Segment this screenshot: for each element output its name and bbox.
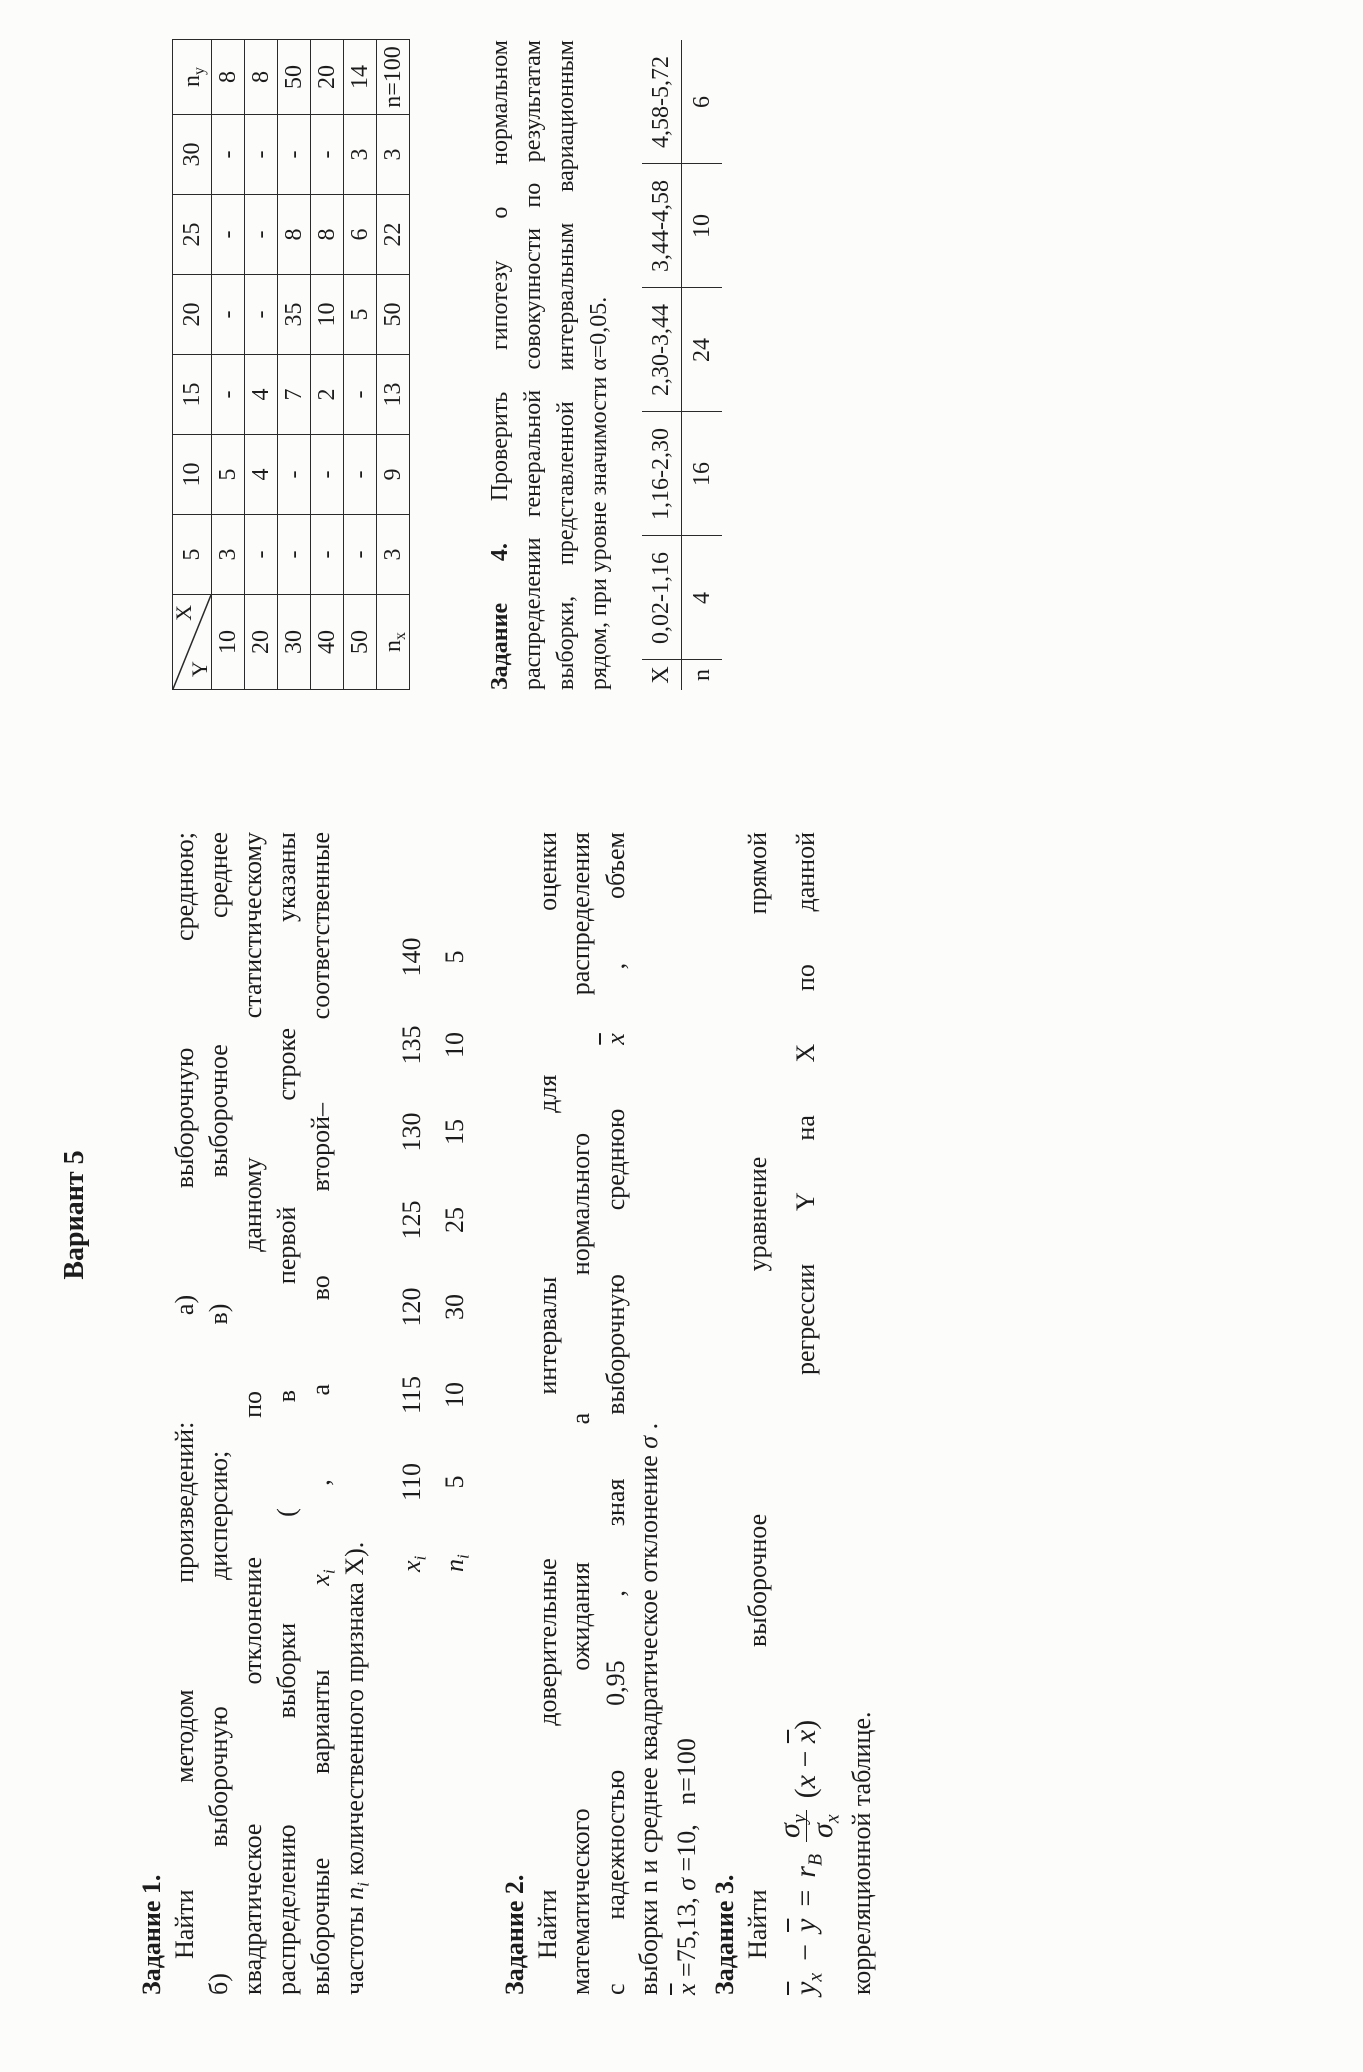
n-symbol: n <box>380 639 406 652</box>
subscript-i: i <box>319 1569 338 1575</box>
task2-line2: математического ожидания а нормального распределения <box>566 832 595 1995</box>
table-row <box>344 40 377 690</box>
table-cell: - <box>212 115 245 195</box>
minus-sign: − <box>789 1750 822 1768</box>
variant-symbol-x: x <box>306 1574 335 1586</box>
table-cell: - <box>245 115 278 195</box>
total-cell: 50 <box>377 275 410 355</box>
task3-formula-line <box>770 832 842 1995</box>
correlation-coefficient <box>789 1853 827 1878</box>
table-cell: 5 <box>212 435 245 515</box>
table-cell: - <box>344 435 377 515</box>
total-cell: 3 <box>377 515 410 595</box>
table-cell: - <box>278 515 311 595</box>
ni-value: 15 <box>440 1119 469 1145</box>
table-cell: - <box>212 275 245 355</box>
row-label: 50 <box>344 595 377 690</box>
sigma-ratio-fraction <box>772 1810 843 1842</box>
task4-line4: рядом, при уровне значимости α=0,05. <box>586 296 612 690</box>
count-cell: 24 <box>689 338 715 362</box>
interval-cell: 1,16-2,30 <box>648 428 674 520</box>
row-label-nx <box>377 595 410 690</box>
correlation-table <box>172 39 410 690</box>
given-n: n=100 <box>672 1738 701 1805</box>
interval-cell: 4,58-5,72 <box>648 56 674 148</box>
equals-sign: = <box>789 1889 822 1907</box>
xi-subscript: i <box>410 1555 430 1561</box>
row-label: 40 <box>311 595 344 690</box>
ni-value: 5 <box>440 950 469 964</box>
ni-subscript: i <box>453 1554 473 1559</box>
subscript-x: x <box>804 1972 827 1982</box>
count-cell: 16 <box>689 462 715 486</box>
close-paren: ) <box>789 1719 822 1730</box>
total-cell: 22 <box>377 195 410 275</box>
ni-value: 5 <box>440 1475 469 1489</box>
header-cell: 15 <box>173 355 212 435</box>
y-bar-symbol: $\overline{y}$ <box>789 1918 822 1932</box>
table-cell: 8 <box>278 195 311 275</box>
sample-mean-symbol: $\overline{x}$ <box>672 1983 701 1995</box>
table-cell: 2 <box>311 355 344 435</box>
subscript-y: y <box>191 67 209 75</box>
table-row <box>245 40 278 690</box>
interval-cell: 0,02-1,16 <box>648 552 674 644</box>
x-symbol: x <box>789 1775 822 1789</box>
ni-value: 30 <box>440 1294 469 1320</box>
table-cell: 7 <box>278 355 311 435</box>
sigma-symbol: σ <box>772 1823 806 1838</box>
fraction-denominator <box>805 1814 843 1838</box>
task4-line2: распределении генеральной совокупности по результатам <box>520 40 546 690</box>
interval-column-divider <box>642 163 722 164</box>
xi-value: 115 <box>397 1375 426 1415</box>
table-cell: - <box>344 515 377 595</box>
task1-line6 <box>338 1542 372 1995</box>
xi-value: 110 <box>397 1462 426 1502</box>
task1-line5-text: выборочные варианты <box>306 1669 335 1995</box>
row-label: 20 <box>245 595 278 690</box>
interval-column-divider <box>642 659 722 660</box>
table-cell: 8 <box>212 40 245 115</box>
table-header-row <box>173 40 212 690</box>
subscript-i: i <box>353 1882 373 1887</box>
task1-line2: б) выборочную дисперсию; в) выборочное среднее <box>204 832 233 1995</box>
count-row-label: n <box>689 669 715 681</box>
x-axis-label: X <box>171 605 196 621</box>
table-cell: - <box>311 435 344 515</box>
task1-line1: Найти методом произведений: а) выборочную среднюю; <box>170 832 199 1959</box>
y-symbol: $\overline{y}$ <box>789 1981 822 1995</box>
task1-line3: квадратическое отклонение по данному статистическому <box>238 832 267 1995</box>
given-mean: =75,13, <box>672 1897 701 1977</box>
ni-symbol: n <box>440 1559 469 1572</box>
minus-sign: − <box>789 1943 822 1961</box>
xi-symbol: x <box>397 1560 426 1572</box>
task2-line4-end: . <box>634 1422 663 1430</box>
table-cell: 35 <box>278 275 311 355</box>
row-label: 30 <box>278 595 311 690</box>
table-cell: 5 <box>344 275 377 355</box>
sigma-symbol: σ <box>634 1435 663 1449</box>
table-cell: 20 <box>311 40 344 115</box>
table-cell: - <box>245 515 278 595</box>
task1-line4: распределению выборки ( в первой строке указаны <box>272 832 301 1995</box>
table-cell: - <box>212 355 245 435</box>
table-cell: 10 <box>311 275 344 355</box>
ni-row-label <box>438 1554 472 1572</box>
header-cell: 10 <box>173 435 212 515</box>
header-cell: 20 <box>173 275 212 355</box>
interval-column-divider <box>642 411 722 412</box>
subscript-y: y <box>787 1814 810 1824</box>
table-cell: - <box>245 275 278 355</box>
diagonal-header-cell <box>173 595 212 690</box>
totals-row <box>377 40 410 690</box>
interval-cell: 2,30-3,44 <box>648 304 674 396</box>
task1-line6-text: частоты <box>340 1906 369 1995</box>
count-cell: 6 <box>689 96 715 108</box>
task1-line5-rest: , а во второй– соответственные <box>306 832 335 1486</box>
table-cell: - <box>311 515 344 595</box>
task2-line4 <box>632 1423 666 1995</box>
header-cell: 5 <box>173 515 212 595</box>
task2-line3 <box>599 832 633 1995</box>
table-cell: 14 <box>344 40 377 115</box>
task4-line1 <box>483 40 517 690</box>
table-cell: 3 <box>212 515 245 595</box>
fraction-numerator <box>772 1810 810 1842</box>
open-paren: ( <box>789 1788 822 1799</box>
y-x-bar <box>789 1972 827 1995</box>
task2-line3-rest: , объем <box>601 832 630 970</box>
header-cell: 25 <box>173 195 212 275</box>
interval-row-label: X <box>648 666 674 684</box>
parenthesized-difference <box>789 1720 823 1799</box>
table-cell: - <box>278 435 311 515</box>
task1-heading: Задание 1. <box>137 1874 166 1995</box>
table-row <box>212 40 245 690</box>
task4-line3: выборки, представленной интервальным вариационным <box>553 40 579 690</box>
interval-column-divider <box>642 287 722 288</box>
total-cell: 9 <box>377 435 410 515</box>
task2-heading: Задание 2. <box>500 1874 529 1995</box>
regression-formula <box>772 1395 843 1995</box>
n-symbol: n <box>179 74 205 87</box>
subscript-B: B <box>804 1853 827 1867</box>
interval-column-divider <box>642 535 722 536</box>
table-row <box>311 40 344 690</box>
task3-heading: Задание 3. <box>710 1874 739 1995</box>
r-symbol: r <box>789 1866 822 1878</box>
table-cell: 8 <box>311 195 344 275</box>
xi-value: 130 <box>397 1112 426 1152</box>
task2-line3-text: с надежностью 0,95 , зная выборочную среднюю <box>601 1108 630 1995</box>
table-cell: 4 <box>245 355 278 435</box>
task3-line3: корреляционной таблице. <box>847 1711 876 1995</box>
task4-line1-text: Проверить гипотезу о нормальном <box>487 40 513 502</box>
table-cell: 4 <box>245 435 278 515</box>
task1-line5 <box>304 832 338 1995</box>
ni-value: 10 <box>440 1382 469 1408</box>
table-cell: 50 <box>278 40 311 115</box>
xi-value: 125 <box>397 1200 426 1240</box>
table-cell: 6 <box>344 195 377 275</box>
table-row <box>278 40 311 690</box>
ni-value: 10 <box>440 1032 469 1058</box>
sigma-symbol: σ <box>805 1823 839 1838</box>
x-bar-symbol: $\overline{x}$ <box>789 1729 822 1744</box>
table-cell: - <box>245 195 278 275</box>
table-cell: - <box>344 355 377 435</box>
sigma-symbol: σ <box>672 1877 701 1891</box>
task3-line2: регрессии Y на X по данной <box>791 832 820 1375</box>
task1-line6-rest: количественного признака X). <box>340 1541 369 1876</box>
y-axis-label: Y <box>187 661 212 677</box>
count-cell: 10 <box>689 214 715 238</box>
task3-line1: Найти выборочное уравнение прямой <box>743 832 772 1959</box>
total-cell: 3 <box>377 115 410 195</box>
xi-row-label <box>395 1556 429 1572</box>
ni-value: 25 <box>440 1207 469 1233</box>
header-cell: 30 <box>173 115 212 195</box>
task4-heading: Задание 4. <box>487 543 513 690</box>
sample-mean-symbol: $\overline{x}$ <box>601 1033 630 1045</box>
total-cell: 13 <box>377 355 410 435</box>
table-cell: 8 <box>245 40 278 115</box>
variant-title: Вариант 5 <box>59 1150 90 1280</box>
frequency-symbol-n: n <box>340 1886 369 1900</box>
xi-value: 135 <box>397 1025 426 1065</box>
interval-table-divider <box>681 40 682 690</box>
header-cell-ny <box>173 40 212 115</box>
count-cell: 4 <box>689 592 715 604</box>
subscript-x: x <box>392 632 410 640</box>
task2-line4-text: выборки n и среднее квадратическое отклонение <box>634 1455 663 1995</box>
table-cell: - <box>311 115 344 195</box>
table-cell: - <box>278 115 311 195</box>
subscript-x: x <box>820 1814 843 1824</box>
table-cell: - <box>212 195 245 275</box>
table-cell: 3 <box>344 115 377 195</box>
total-cell: n=100 <box>377 40 410 115</box>
task2-given-values <box>670 1738 704 1995</box>
row-label: 10 <box>212 595 245 690</box>
xi-value: 140 <box>397 937 426 977</box>
task2-line1: Найти доверительные интервалы для оценки <box>533 832 562 1959</box>
given-sigma: =10, <box>672 1824 701 1872</box>
interval-cell: 3,44-4,58 <box>648 180 674 272</box>
xi-value: 120 <box>397 1287 426 1327</box>
